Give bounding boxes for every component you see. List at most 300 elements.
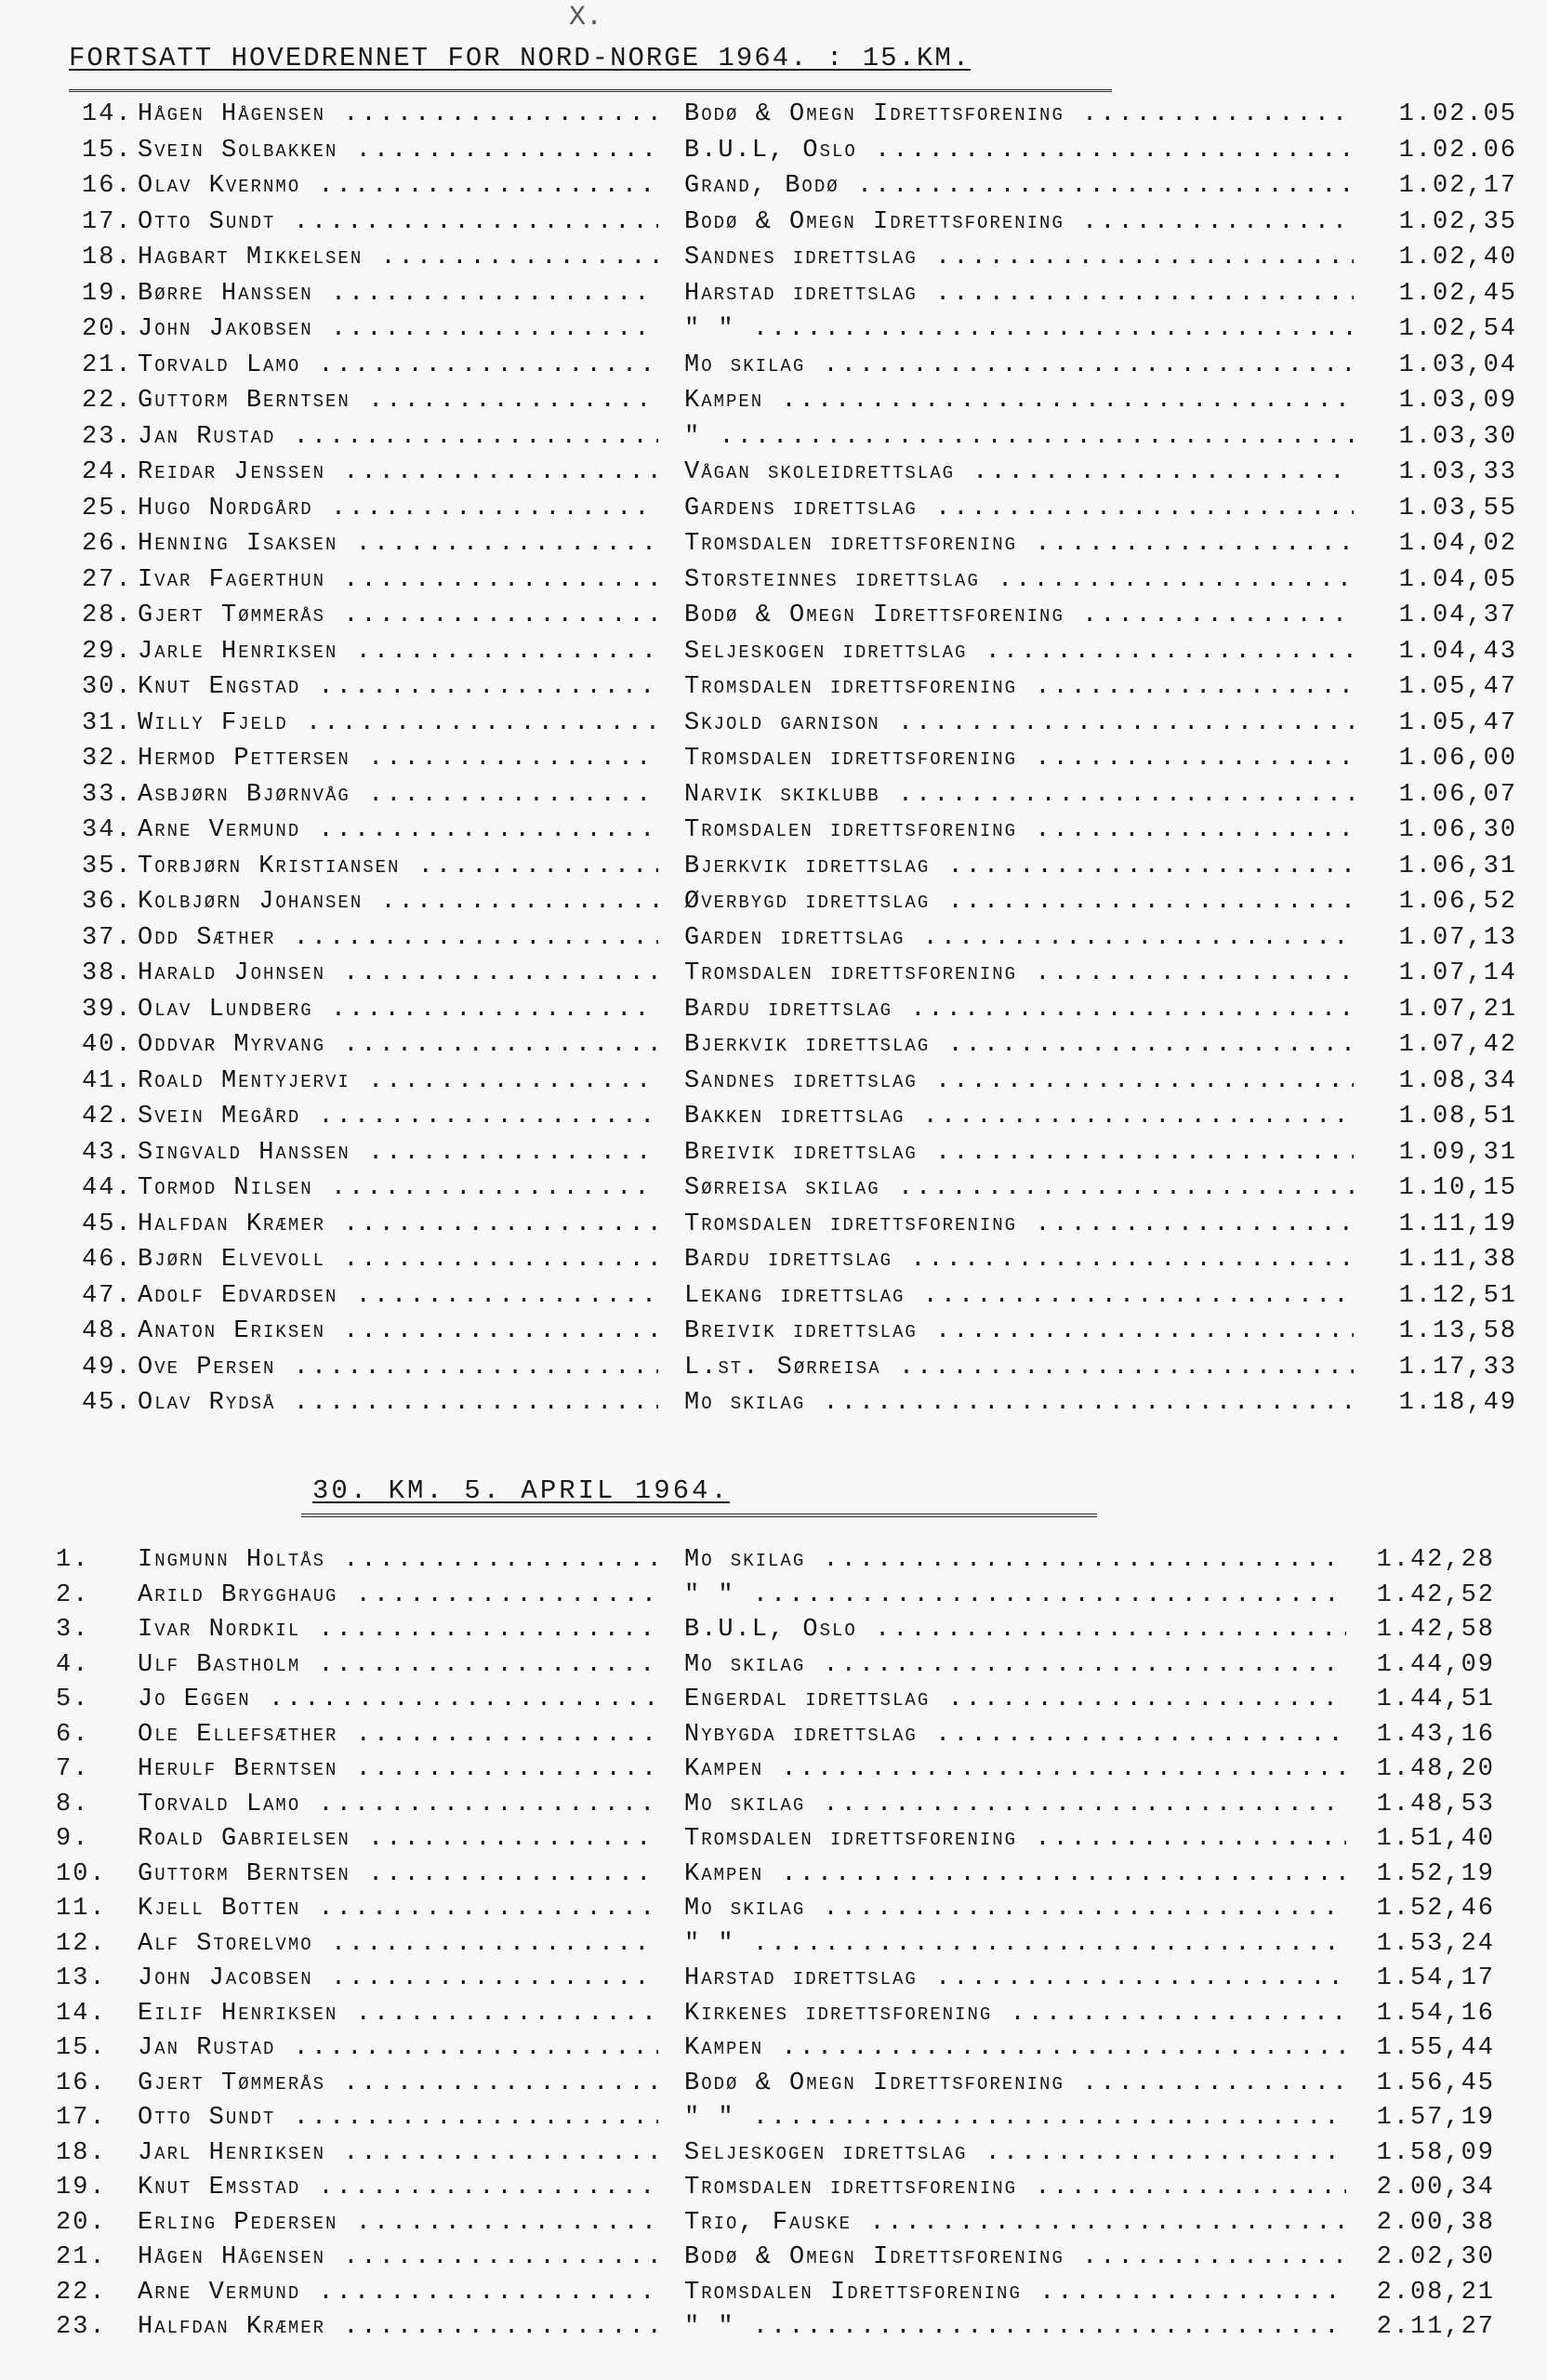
result-row	[0, 884, 1547, 920]
result-name: Torvald Lamo .....	[138, 1788, 658, 1822]
result-club: Breivik idrettslag .....	[684, 1135, 1354, 1170]
result-rank: 18.	[56, 2138, 107, 2167]
result-row	[0, 2206, 1547, 2241]
result-club: " .....	[684, 419, 1354, 455]
result-name: Odd Sæther .....	[138, 920, 658, 956]
result-row	[0, 2276, 1547, 2311]
result-rank: 16.	[56, 2069, 107, 2097]
result-rank: 25.	[82, 494, 133, 522]
result-club: Sandnes idrettslag .....	[684, 240, 1354, 275]
result-time: 1.08,34	[1368, 1064, 1517, 1099]
result-club: Seljeskogen idrettslag .....	[684, 2136, 1354, 2171]
result-club: Bodø & Omegn Idrettsforening .....	[684, 205, 1354, 240]
result-row	[0, 1962, 1547, 1997]
result-club: Grand, Bodø .....	[684, 168, 1354, 204]
result-time: 1.05,47	[1368, 706, 1517, 741]
result-rank: 47.	[82, 1281, 133, 1310]
result-row	[0, 348, 1547, 384]
result-time: 1.02.05	[1368, 97, 1517, 132]
result-time: 1.02,17	[1368, 168, 1517, 204]
result-name: Herulf Berntsen .....	[138, 1752, 658, 1787]
result-time: 1.02,35	[1368, 205, 1517, 240]
result-time: 1.53,24	[1346, 1927, 1495, 1962]
result-rank: 16.	[82, 172, 133, 200]
result-rank: 3.	[56, 1616, 90, 1644]
result-row	[0, 1858, 1547, 1893]
result-time: 1.07,14	[1368, 956, 1517, 991]
result-row	[0, 813, 1547, 849]
result-time: 1.48,53	[1346, 1788, 1495, 1822]
result-club: Kampen .....	[684, 2031, 1354, 2066]
result-row	[0, 491, 1547, 527]
result-row	[0, 2241, 1547, 2276]
result-club: Sandnes idrettslag .....	[684, 1064, 1354, 1099]
result-rank: 33.	[82, 780, 133, 809]
result-club: Engerdal idrettslag .....	[684, 1683, 1354, 1717]
result-row	[0, 311, 1547, 348]
result-club: Gardens idrettslag .....	[684, 491, 1354, 526]
result-club: Tromsdalen idrettsforening .....	[684, 1822, 1354, 1857]
result-row	[0, 1683, 1547, 1718]
result-rank: 10.	[56, 1859, 107, 1888]
result-time: 1.54,17	[1346, 1962, 1495, 1996]
result-rank: 40.	[82, 1031, 133, 1059]
result-name: Hågen Hågensen .....	[138, 97, 658, 132]
result-rank: 1.	[56, 1546, 90, 1574]
result-rank: 11.	[56, 1895, 107, 1923]
result-name: Hugo Nordgård .....	[138, 491, 658, 526]
result-time: 1.52,46	[1346, 1892, 1495, 1926]
result-name: Otto Sundt .....	[138, 2101, 658, 2135]
result-club: Bodø & Omegn Idrettsforening .....	[684, 97, 1354, 132]
result-name: John Jakobsen .....	[138, 311, 658, 347]
result-rank: 7.	[56, 1755, 90, 1783]
result-club: Tromsdalen idrettsforening .....	[684, 526, 1354, 562]
result-club: B.U.L, Oslo .....	[684, 133, 1354, 168]
result-time: 1.48,20	[1346, 1752, 1495, 1787]
result-name: Hermod Pettersen .....	[138, 741, 658, 776]
result-time: 1.06,31	[1368, 849, 1517, 884]
result-club: Kampen .....	[684, 383, 1354, 418]
result-rank: 18.	[82, 244, 133, 271]
result-club: Kirkenes idrettsforening .....	[684, 1997, 1354, 2031]
result-time: 1.52,19	[1346, 1858, 1495, 1892]
result-time: 1.54,16	[1346, 1997, 1495, 2031]
result-time: 1.43,16	[1346, 1718, 1495, 1752]
result-name: Olav Lundberg .....	[138, 992, 658, 1027]
result-rank: 29.	[82, 637, 133, 666]
result-rank: 15.	[82, 136, 133, 165]
result-rank: 27.	[82, 565, 133, 594]
result-time: 1.03,04	[1368, 348, 1517, 383]
result-row	[0, 1718, 1547, 1753]
result-club: Seljeskogen idrettslag .....	[684, 634, 1354, 669]
result-row	[0, 1207, 1547, 1243]
result-row	[0, 1927, 1547, 1963]
result-rank: 14.	[82, 100, 133, 128]
result-row	[0, 634, 1547, 670]
result-rank: 17.	[82, 207, 133, 236]
result-time: 1.12,51	[1368, 1278, 1517, 1314]
result-row	[0, 992, 1547, 1028]
result-rank: 37.	[82, 923, 133, 952]
result-rank: 41.	[82, 1066, 133, 1095]
result-name: Ivar Fagerthun .....	[138, 562, 658, 598]
result-row	[0, 1892, 1547, 1927]
result-club: Vågan skoleidrettslag .....	[684, 455, 1354, 490]
result-time: 1.44,51	[1346, 1683, 1495, 1717]
result-time: 1.05,47	[1368, 669, 1517, 705]
result-rank: 24.	[82, 458, 133, 486]
result-row	[0, 1613, 1547, 1648]
result-row	[0, 205, 1547, 241]
result-name: Willy Fjeld .....	[138, 706, 658, 741]
result-club: Kampen .....	[684, 1752, 1354, 1787]
result-row	[0, 1543, 1547, 1579]
result-name: Ingmunn Holtås .....	[138, 1543, 658, 1578]
result-name: Reidar Jenssen .....	[138, 455, 658, 490]
result-row	[0, 849, 1547, 885]
result-row	[0, 1648, 1547, 1684]
result-club: Bjerkvik idrettslag .....	[684, 849, 1354, 884]
result-time: 1.06,30	[1368, 813, 1517, 848]
result-rank: 13.	[56, 1964, 107, 1992]
result-rank: 23.	[82, 422, 133, 451]
result-name: Gjert Tømmerås .....	[138, 598, 658, 633]
result-name: Eilif Henriksen .....	[138, 1997, 658, 2031]
double-rule	[69, 89, 1112, 92]
result-name: Hågen Hågensen .....	[138, 2241, 658, 2275]
result-rank: 48.	[82, 1317, 133, 1345]
result-club: Kampen .....	[684, 1858, 1354, 1892]
result-row	[0, 1027, 1547, 1064]
result-row	[0, 777, 1547, 813]
result-name: Jo Eggen .....	[138, 1683, 658, 1717]
result-club: Sørreisa skilag .....	[684, 1170, 1354, 1206]
result-row	[0, 920, 1547, 957]
result-row	[0, 2310, 1547, 2346]
result-time: 1.02,54	[1368, 311, 1517, 347]
result-name: Kolbjørn Johansen .....	[138, 884, 658, 919]
result-rank: 32.	[82, 745, 133, 773]
result-club: " " .....	[684, 1579, 1354, 1613]
result-row	[0, 706, 1547, 742]
result-rank: 26.	[82, 530, 133, 558]
result-name: Roald Gabrielsen .....	[138, 1822, 658, 1857]
result-row	[0, 956, 1547, 992]
result-row	[0, 598, 1547, 634]
result-name: Singvald Hanssen .....	[138, 1135, 658, 1170]
result-name: Børre Hanssen .....	[138, 276, 658, 311]
result-name: Torbjørn Kristiansen .....	[138, 849, 658, 884]
result-club: Tromsdalen idrettsforening .....	[684, 1207, 1354, 1242]
result-rank: 36.	[82, 888, 133, 916]
result-name: Erling Pedersen .....	[138, 2206, 658, 2241]
result-rank: 14.	[56, 1999, 107, 2028]
result-club: Tromsdalen idrettsforening .....	[684, 956, 1354, 991]
result-row	[0, 1788, 1547, 1823]
result-name: Kjell Botten .....	[138, 1892, 658, 1926]
section-title-15km: FORTSATT HOVEDRENNET FOR NORD-NORGE 1964. : 15.KM.	[69, 43, 972, 73]
result-name: Jan Rustad .....	[138, 419, 658, 455]
result-time: 1.06,52	[1368, 884, 1517, 919]
result-name: Ole Ellefsæther .....	[138, 1718, 658, 1752]
result-club: " " .....	[684, 1927, 1354, 1962]
result-time: 1.02,40	[1368, 240, 1517, 275]
result-time: 1.51,40	[1346, 1822, 1495, 1857]
result-row	[0, 2031, 1547, 2067]
result-rank: 9.	[56, 1825, 90, 1853]
result-row	[0, 1385, 1547, 1421]
result-time: 1.02,45	[1368, 276, 1517, 311]
result-rank: 15.	[56, 2034, 107, 2062]
result-rank: 21.	[56, 2243, 107, 2271]
result-club: Mo skilag .....	[684, 1892, 1354, 1926]
result-row	[0, 1579, 1547, 1614]
result-rank: 30.	[82, 673, 133, 701]
result-club: Øverbygd idrettslag .....	[684, 884, 1354, 919]
result-name: Hagbart Mikkelsen .....	[138, 240, 658, 275]
result-rank: 46.	[82, 1246, 133, 1274]
result-club: Tromsdalen idrettsforening .....	[684, 813, 1354, 848]
result-time: 1.55,44	[1346, 2031, 1495, 2066]
result-rank: 20.	[82, 315, 133, 343]
result-club: Narvik skiklubb .....	[684, 777, 1354, 813]
result-club: Harstad idrettslag .....	[684, 276, 1354, 311]
result-club: Mo skilag .....	[684, 1385, 1354, 1421]
result-name: Ulf Bastholm .....	[138, 1648, 658, 1683]
result-time: 1.11,38	[1368, 1242, 1517, 1277]
result-time: 1.03,09	[1368, 383, 1517, 418]
result-club: Bodø & Omegn Idrettsforening .....	[684, 598, 1354, 633]
result-row	[0, 669, 1547, 706]
result-time: 1.42,58	[1346, 1613, 1495, 1647]
result-row	[0, 2171, 1547, 2206]
result-time: 1.03,33	[1368, 455, 1517, 490]
result-row	[0, 97, 1547, 133]
result-club: Bodø & Omegn Idrettsforening .....	[684, 2241, 1354, 2275]
result-row	[0, 562, 1547, 599]
result-rank: 42.	[82, 1103, 133, 1130]
result-club: L.st. Sørreisa .....	[684, 1350, 1354, 1385]
result-rank: 28.	[82, 602, 133, 629]
result-name: Knut Engstad .....	[138, 669, 658, 705]
result-name: Oddvar Myrvang .....	[138, 1027, 658, 1063]
result-club: " " .....	[684, 2310, 1354, 2345]
result-club: B.U.L, Oslo .....	[684, 1613, 1354, 1647]
result-name: Guttorm Berntsen .....	[138, 1858, 658, 1892]
result-row	[0, 1242, 1547, 1278]
result-club: Nybygda idrettslag .....	[684, 1718, 1354, 1752]
result-club: Bardu idrettslag .....	[684, 992, 1354, 1027]
result-rank: 44.	[82, 1174, 133, 1202]
result-row	[0, 526, 1547, 562]
result-name: Anaton Eriksen .....	[138, 1314, 658, 1349]
double-rule	[301, 1514, 1097, 1517]
result-time: 2.08,21	[1346, 2276, 1495, 2310]
result-time: 2.00,38	[1346, 2206, 1495, 2241]
result-rank: 6.	[56, 1720, 90, 1749]
result-club: Harstad idrettslag .....	[684, 1962, 1354, 1996]
result-time: 1.06,00	[1368, 741, 1517, 776]
result-club: Tromsdalen Idrettsforening .....	[684, 2276, 1354, 2310]
result-row	[0, 1170, 1547, 1207]
result-row	[0, 2136, 1547, 2172]
result-rank: 49.	[82, 1353, 133, 1382]
result-name: Arne Vermund .....	[138, 813, 658, 848]
result-row	[0, 1314, 1547, 1350]
result-club: Storsteinnes idrettslag .....	[684, 562, 1354, 598]
result-club: Mo skilag .....	[684, 348, 1354, 383]
result-row	[0, 2067, 1547, 2102]
result-club: Bjerkvik idrettslag .....	[684, 1027, 1354, 1063]
result-row	[0, 1135, 1547, 1171]
result-row	[0, 1350, 1547, 1386]
result-row	[0, 741, 1547, 777]
result-rank: 21.	[82, 350, 133, 379]
result-club: Garden idrettslag .....	[684, 920, 1354, 956]
result-club: " " .....	[684, 2101, 1354, 2135]
result-name: Ivar Nordkil .....	[138, 1613, 658, 1647]
result-time: 1.07,42	[1368, 1027, 1517, 1063]
result-row	[0, 168, 1547, 205]
result-name: Svein Megård .....	[138, 1099, 658, 1134]
result-name: Olav Kvernmo .....	[138, 168, 658, 204]
result-rank: 31.	[82, 708, 133, 737]
result-name: Henning Isaksen .....	[138, 526, 658, 562]
result-name: Halfdan Kræmer .....	[138, 2310, 658, 2345]
result-club: Bardu idrettslag .....	[684, 1242, 1354, 1277]
result-club: Mo skilag .....	[684, 1648, 1354, 1683]
result-rank: 39.	[82, 995, 133, 1024]
result-time: 2.02,30	[1346, 2241, 1495, 2275]
result-row	[0, 2101, 1547, 2136]
result-rank: 34.	[82, 816, 133, 844]
result-club: Tromsdalen idrettsforening .....	[684, 669, 1354, 705]
result-time: 1.07,21	[1368, 992, 1517, 1027]
result-time: 1.02.06	[1368, 133, 1517, 168]
result-club: Tromsdalen idrettsforening .....	[684, 2171, 1354, 2205]
result-row	[0, 276, 1547, 312]
result-name: Harald Johnsen .....	[138, 956, 658, 991]
result-time: 1.06,07	[1368, 777, 1517, 813]
result-rank: 5.	[56, 1686, 90, 1713]
result-row	[0, 133, 1547, 169]
result-time: 1.03,30	[1368, 419, 1517, 455]
result-rank: 22.	[56, 2278, 107, 2307]
section-title-30km: 30. KM. 5. APRIL 1964.	[312, 1475, 730, 1506]
result-rank: 20.	[56, 2208, 107, 2237]
result-rank: 43.	[82, 1138, 133, 1167]
result-club: Breivik idrettslag .....	[684, 1314, 1354, 1349]
result-name: Asbjørn Bjørnvåg .....	[138, 777, 658, 813]
result-rank: 12.	[56, 1929, 107, 1958]
result-rank: 45.	[82, 1389, 133, 1417]
result-row	[0, 1278, 1547, 1315]
result-row	[0, 383, 1547, 419]
result-name: Jan Rustad .....	[138, 2031, 658, 2066]
result-name: Otto Sundt .....	[138, 205, 658, 240]
result-name: Halfdan Kræmer .....	[138, 1207, 658, 1242]
result-rank: 19.	[56, 2174, 107, 2202]
result-name: Bjørn Elvevoll .....	[138, 1242, 658, 1277]
result-name: Adolf Edvardsen .....	[138, 1278, 658, 1314]
result-club: Mo skilag .....	[684, 1543, 1354, 1578]
result-rank: 19.	[82, 279, 133, 308]
result-name: Arne Vermund .....	[138, 2276, 658, 2310]
result-name: Ove Persen .....	[138, 1350, 658, 1385]
result-time: 1.03,55	[1368, 491, 1517, 526]
result-time: 1.42,52	[1346, 1579, 1495, 1613]
result-time: 1.13,58	[1368, 1314, 1517, 1349]
result-club: " " .....	[684, 311, 1354, 347]
result-row	[0, 1064, 1547, 1100]
result-time: 1.04,43	[1368, 634, 1517, 669]
result-name: Roald Mentyjervi .....	[138, 1064, 658, 1099]
result-club: Bodø & Omegn Idrettsforening .....	[684, 2067, 1354, 2101]
result-club: Lekang idrettslag .....	[684, 1278, 1354, 1314]
result-row	[0, 419, 1547, 456]
result-name: Gjert Tømmerås .....	[138, 2067, 658, 2101]
result-time: 1.04,02	[1368, 526, 1517, 562]
result-name: Olav Rydså .....	[138, 1385, 658, 1421]
result-name: Arild Brygghaug .....	[138, 1579, 658, 1613]
result-rank: 45.	[82, 1210, 133, 1238]
result-rank: 2.	[56, 1580, 90, 1609]
result-time: 1.42,28	[1346, 1543, 1495, 1578]
result-time: 1.18,49	[1368, 1385, 1517, 1421]
result-time: 1.04,05	[1368, 562, 1517, 598]
result-time: 1.04,37	[1368, 598, 1517, 633]
result-time: 1.08,51	[1368, 1099, 1517, 1134]
result-name: Svein Solbakken .....	[138, 133, 658, 168]
result-time: 1.09,31	[1368, 1135, 1517, 1170]
result-rank: 4.	[56, 1650, 90, 1679]
result-club: Skjold garnison .....	[684, 706, 1354, 741]
results-list-15km	[0, 97, 1547, 1421]
result-club: Trio, Fauske .....	[684, 2206, 1354, 2241]
result-name: Knut Emsstad .....	[138, 2171, 658, 2205]
result-row	[0, 1752, 1547, 1788]
result-time: 2.00,34	[1346, 2171, 1495, 2205]
result-time: 2.11,27	[1346, 2310, 1495, 2345]
result-time: 1.10,15	[1368, 1170, 1517, 1206]
result-rank: 8.	[56, 1790, 90, 1818]
result-name: John Jacobsen .....	[138, 1962, 658, 1996]
result-time: 1.58,09	[1346, 2136, 1495, 2171]
result-rank: 38.	[82, 959, 133, 987]
result-row	[0, 1099, 1547, 1135]
result-time: 1.56,45	[1346, 2067, 1495, 2101]
result-time: 1.07,13	[1368, 920, 1517, 956]
result-name: Jarle Henriksen .....	[138, 634, 658, 669]
result-name: Alf Storelvmo .....	[138, 1927, 658, 1962]
result-time: 1.11,19	[1368, 1207, 1517, 1242]
result-row	[0, 1997, 1547, 2032]
result-rank: 22.	[82, 387, 133, 415]
result-time: 1.57,19	[1346, 2101, 1495, 2135]
page-mark: X.	[569, 2, 603, 33]
result-rank: 17.	[56, 2104, 107, 2132]
result-club: Tromsdalen idrettsforening .....	[684, 741, 1354, 776]
result-rank: 35.	[82, 852, 133, 880]
result-rank: 23.	[56, 2313, 107, 2341]
result-club: Bakken idrettslag .....	[684, 1099, 1354, 1134]
result-name: Torvald Lamo .....	[138, 348, 658, 383]
result-time: 1.17,33	[1368, 1350, 1517, 1385]
result-name: Guttorm Berntsen .....	[138, 383, 658, 418]
result-row	[0, 455, 1547, 491]
